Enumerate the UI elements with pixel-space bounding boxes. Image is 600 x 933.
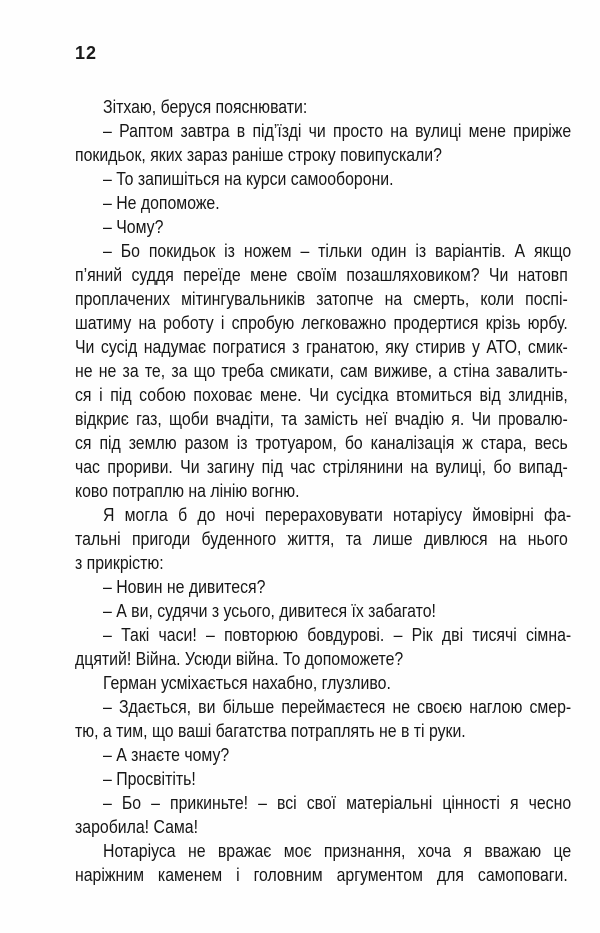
text-line	[75, 431, 568, 455]
text-line-content: п’яний суддя переїде мене своїм позашляховиком? Чи натовп	[75, 265, 568, 285]
text-line-content: – Такі часи! – повторюю бовдурові. – Рік дві тисячі сімна-	[103, 625, 572, 645]
text-line	[75, 695, 572, 719]
text-line	[75, 287, 568, 311]
text-line-content: – Бо – прикиньте! – всі свої матеріальні цінності я чесно	[103, 793, 572, 813]
text-line-content: – Новин не дивитеся?	[103, 577, 266, 597]
text-line	[75, 335, 568, 359]
text-line-content: – То запишіться на курси самооборони.	[103, 169, 394, 189]
text-line-content: – Бо покидьок із ножем – тільки один із варіантів. А якщо	[103, 241, 572, 261]
text-line-content: – А ви, судячи з усього, дивитеся їх забагато!	[103, 601, 436, 621]
text-line	[75, 311, 568, 335]
text-line-content: проплачених мітингувальників затопче на смерть, коли поспі-	[75, 289, 568, 309]
text-line	[75, 455, 568, 479]
text-line	[75, 599, 568, 623]
text-line	[75, 647, 568, 671]
text-line	[75, 239, 572, 263]
text-line-content: ся і під собою поховає мене. Чи сусідка втомиться від злиднів,	[75, 385, 568, 405]
text-line-content: тю, а тим, що ваші багатства потраплять не в ті руки.	[75, 721, 466, 741]
text-line-content: ково потраплю на лінію вогню.	[75, 481, 300, 501]
text-line-content: – Просвітіть!	[103, 769, 196, 789]
body-text	[75, 95, 572, 887]
text-line	[75, 575, 568, 599]
text-line	[75, 407, 568, 431]
text-line	[75, 119, 572, 143]
text-line-content: – А знаєте чому?	[103, 745, 230, 765]
text-line-content: час прориви. Чи загину під час стрілянини на вулиці, бо випад-	[75, 457, 568, 477]
text-line	[75, 623, 572, 647]
text-line	[75, 815, 568, 839]
text-line	[75, 767, 568, 791]
text-line	[75, 671, 568, 695]
text-line-content: наріжним каменем і головним аргументом для самоповаги.	[75, 865, 568, 885]
text-line-content: покидьок, яких зараз раніше строку повипускали?	[75, 145, 442, 165]
text-line-content: з прикрістю:	[75, 553, 164, 573]
text-line-content: Нотаріуса не вражає моє признання, хоча я вважаю це	[103, 841, 572, 861]
text-line	[75, 95, 568, 119]
text-line	[75, 215, 568, 239]
text-line	[75, 743, 568, 767]
text-line-content: – Здається, ви більше переймаєтеся не своєю наглою смер-	[103, 697, 572, 717]
page-number: 12	[75, 43, 98, 63]
text-line	[75, 359, 568, 383]
text-line-content: – Не допоможе.	[103, 193, 220, 213]
text-line-content: – Раптом завтра в під’їзді чи просто на вулиці мене приріже	[103, 121, 572, 141]
text-line-content: Чи сусід надумає погратися з гранатою, яку стирив у АТО, смик-	[75, 337, 568, 357]
text-line	[75, 551, 568, 575]
text-line-content: дцятий! Війна. Усюди війна. То допоможете?	[75, 649, 404, 669]
text-line-content: Я могла б до ночі перераховувати нотаріусу ймовірні фа-	[103, 505, 572, 525]
text-line	[75, 191, 568, 215]
text-line	[75, 143, 568, 167]
text-line	[75, 263, 568, 287]
text-line	[75, 383, 568, 407]
text-line	[75, 527, 568, 551]
text-line	[75, 719, 568, 743]
text-line	[75, 167, 568, 191]
text-line-content: ся під землю разом із тротуаром, бо каналізація ж стара, весь	[75, 433, 568, 453]
text-line-content: заробила! Сама!	[75, 817, 198, 837]
text-line-content: Зітхаю, беруся пояснювати:	[103, 97, 308, 117]
text-line	[75, 791, 572, 815]
text-line-content: Герман усміхається нахабно, глузливо.	[103, 673, 391, 693]
text-line-content: відкриє газ, щоби вчадіти, та замість неї вчадію я. Чи провалю-	[75, 409, 568, 429]
text-line-content: шатиму на роботу і спробую легковажно продертися крізь юрбу.	[75, 313, 568, 333]
text-line-content: – Чому?	[103, 217, 164, 237]
text-line	[75, 503, 572, 527]
text-line	[75, 863, 568, 887]
text-line	[75, 479, 568, 503]
text-line	[75, 839, 572, 863]
text-line-content: тальні пригоди буденного життя, та лише дивлюся на нього	[75, 529, 568, 549]
text-line-content: не не за те, за що треба смикати, сам виживе, а стіна завалить-	[75, 361, 568, 381]
